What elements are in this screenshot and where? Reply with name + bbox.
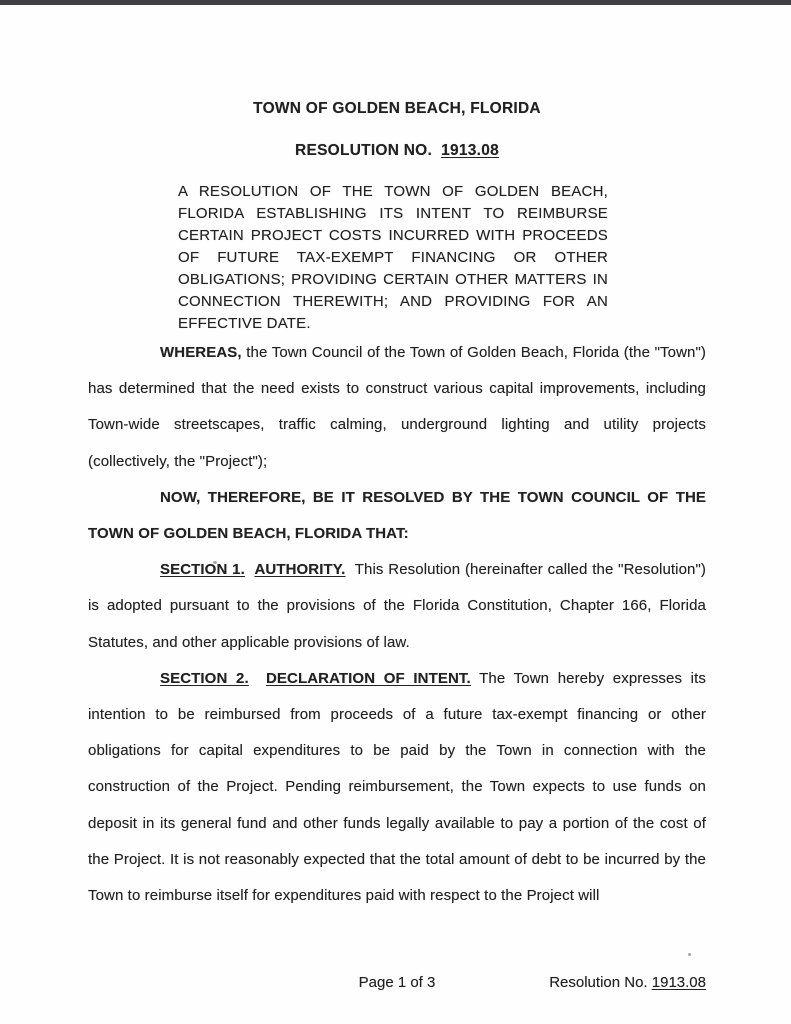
whereas-paragraph <box>88 335 706 480</box>
footer-resolution-label: Resolution No. <box>549 974 648 991</box>
whereas-body: the Town Council of the Town of Golden Beach, Florida (the "Town") has determined that the need exists to construct various capital improvements, including Town-wide streetscapes, traffic calming, underground lighting and utility projects (collectively, the "Project"); <box>88 344 706 470</box>
resolution-heading <box>88 142 706 160</box>
document-content <box>88 0 706 914</box>
section-2-number: SECTION 2. <box>160 669 249 687</box>
resolution-label: RESOLUTION NO. <box>295 142 433 159</box>
page-footer <box>88 974 706 996</box>
section-1-paragraph <box>88 552 706 661</box>
whereas-lead: WHEREAS, <box>160 344 242 361</box>
section-2-paragraph <box>88 661 706 914</box>
section-1-body: This Resolution (hereinafter called the "Resolution") is adopted pursuant to the provisions of the Florida Constitution, Chapter 166, Florida Statutes, and other applicable provisions of law. <box>88 561 706 651</box>
section-1-title: AUTHORITY. <box>254 561 346 579</box>
resolved-clause: NOW, THEREFORE, BE IT RESOLVED BY THE TOWN COUNCIL OF THE TOWN OF GOLDEN BEACH, FLORIDA THAT: <box>88 488 706 543</box>
resolution-summary-block: A RESOLUTION OF THE TOWN OF GOLDEN BEACH, FLORIDA ESTABLISHING ITS INTENT TO REIMBURSE CERTAIN PROJECT COSTS INCURRED WITH PROCEEDS OF FUTURE TAX-EXEMPT FINANCING OR OTHER OBLIGATIONS; PROVIDING CERTAIN OTHER MATTERS IN CONNECTION THEREWITH; AND PROVIDING FOR AN EFFECTIVE DATE. <box>178 183 608 332</box>
section-2-title: DECLARATION OF INTENT. <box>265 669 471 687</box>
section-2-body: The Town hereby expresses its intention to be reimbursed from proceeds of a future tax-exempt financing or other obligations for capital expenditures to be paid by the Town in connection with the construction of the Project. Pending reimbursement, the Town expects to use funds on deposit in its general fund and other funds legally available to pay a portion of the cost of the Project. It is not reasonably expected that the total amount of debt to be incurred by the Town to reimburse itself for expenditures paid with respect to the Project will <box>88 669 706 905</box>
page-number: Page 1 of 3 <box>358 974 436 991</box>
footer-resolution-number <box>549 974 706 991</box>
document-title: TOWN OF GOLDEN BEACH, FLORIDA <box>253 100 541 117</box>
section-1-number: SECTION 1. <box>160 561 245 579</box>
scan-speck <box>688 953 691 956</box>
resolution-number: 1913.08 <box>441 142 499 159</box>
footer-resolution-value: 1913.08 <box>651 974 706 991</box>
